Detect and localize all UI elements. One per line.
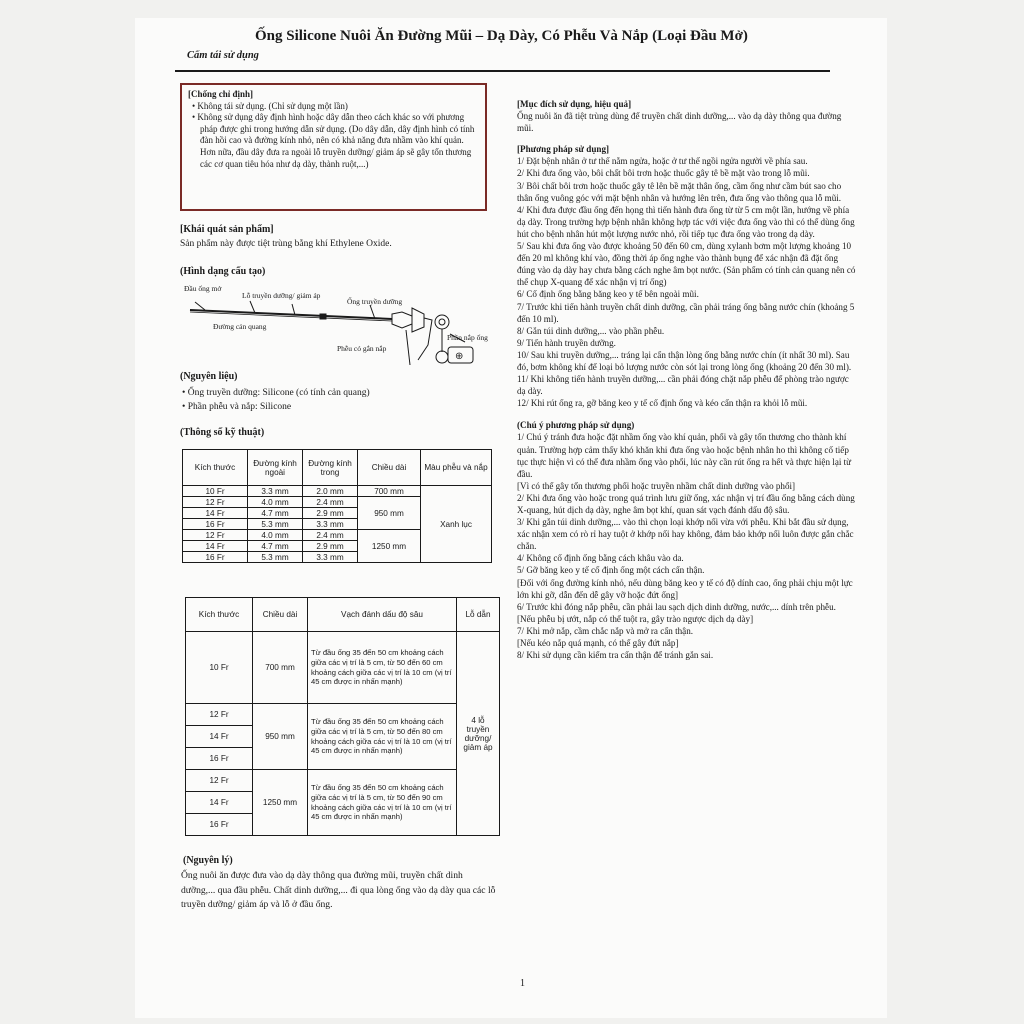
pointer-line <box>250 301 255 313</box>
method-step: 8/ Gắn túi dinh dưỡng,... vào phần phễu. <box>517 325 665 336</box>
structure-heading: (Hình dạng cấu tạo) <box>180 266 266 277</box>
page-title: Ống Silicone Nuôi Ăn Đường Mũi – Dạ Dày, Có Phễu Và Nắp (Loại Đầu Mở) <box>255 28 748 44</box>
contraindication-item: • Không sử dụng dây định hình hoặc dây dẫn theo cách khác so với phương pháp được ghi trong hướng dẫn sử dụng. (Do dây dẫn, dây định hình có tính đàn hồi cao và đường kính nhỏ, nên có khả năng đưa nhầm vào khí quản. Hơn nữa, đầu dây đưa ra ngoài lỗ truyền dưỡng/ giảm áp sẽ gây tổn thương các cơ quan tiêu hóa như dạ dày, thành ruột,...) <box>192 112 475 169</box>
method-step: 4/ Khi đưa được đầu ống đến họng thì tiến hành đưa ống từ từ 5 cm một lần, hướng về phía dạ dày. Trong trường hợp bệnh nhân không hợp tác với việc đưa ống vào thì có thể dùng ống hút cho bệnh nhân hút một lượng nước nhỏ, rồi tiếp tục đưa ống vào trong dạ dày. <box>517 204 855 239</box>
cell-size: 14 Fr <box>183 508 248 519</box>
method-heading: [Phương pháp sử dụng] <box>517 144 610 155</box>
caution-item: [Đối với ống đường kính nhỏ, nếu dùng băng keo y tế có độ dính cao, ống phải chịu một lực lớn khi gỡ, dẫn đến dễ gây vỡ hoặc đứt ống] <box>517 577 853 600</box>
reuse-warning-label: Cấm tái sử dụng <box>187 50 259 61</box>
page-number: 1 <box>520 978 525 989</box>
label-cap: Phần nắp ống <box>447 333 488 342</box>
table-row <box>186 770 500 792</box>
caution-item: 5/ Gỡ băng keo y tế cố định ống một cách cẩn thận. <box>517 565 705 576</box>
principle-heading: (Nguyên lý) <box>183 855 233 866</box>
cell-inner: 2.0 mm <box>303 486 358 497</box>
col-header: Chiều dài <box>358 450 421 486</box>
cell-length: 1250 mm <box>253 770 308 836</box>
cell-size: 14 Fr <box>186 792 253 814</box>
cap-ring-inner <box>439 319 445 325</box>
caution-item: 6/ Trước khi đóng nắp phễu, cần phải lau sạch dịch dinh dưỡng, nước,... dính trên phễu. <box>517 601 836 612</box>
cell-length: 1250 mm <box>358 530 421 563</box>
table-row <box>186 704 500 726</box>
principle-text: Ống nuôi ăn được đưa vào dạ dày thông qua đường mũi, truyền chất dinh dưỡng,... qua đầu phễu. Chất dinh dưỡng,... đi qua lòng ống vào dạ dày qua các lỗ truyền dưỡng/ giảm áp và lỗ ở đầu ống. <box>181 870 496 910</box>
cell-inner: 3.3 mm <box>303 552 358 563</box>
cell-length: 700 mm <box>253 632 308 704</box>
cell-outer: 4.7 mm <box>248 541 303 552</box>
method-step: 11/ Khi không tiến hành truyền dưỡng,... cần phải đóng chặt nắp phễu để phòng trào ngược dạ dày. <box>517 374 849 397</box>
material-item: • Ống truyền dưỡng: Silicone (có tính cản quang) <box>182 388 370 398</box>
cell-size: 10 Fr <box>186 632 253 704</box>
method-step: 10/ Sau khi truyền dưỡng,... tráng lại cẩn thận lòng ống bằng nước chín (ít nhất 30 ml). Sau đó, bơm không khí để loại bỏ lượng nước còn sót lại trong lòng ống (khoảng 20 đến 30 ml). <box>517 349 852 372</box>
caution-heading: (Chú ý phương pháp sử dụng) <box>517 420 635 431</box>
cap-strap-shape <box>418 318 432 360</box>
cell-size: 14 Fr <box>186 726 253 748</box>
method-step: 7/ Trước khi tiến hành truyền chất dinh dưỡng, cần phải tráng ống bằng nước chín (khoảng 5 đến 10 ml). <box>517 301 855 324</box>
cell-size: 12 Fr <box>186 704 253 726</box>
caution-item: 8/ Khi sử dụng cần kiểm tra cẩn thận để tránh gắn sai. <box>517 650 714 661</box>
cell-size: 10 Fr <box>183 486 248 497</box>
method-step: 3/ Bôi chất bôi trơn hoặc thuốc gây tê lên bề mặt thân ống, cầm ống như cầm bút sao cho thân ống vuông góc với mặt bệnh nhân và hướng lên trên, đưa ống vào thông qua lỗ mũi. <box>517 180 842 203</box>
cell-size: 12 Fr <box>183 530 248 541</box>
cap-ring-shape <box>435 315 449 329</box>
pointer-line <box>406 330 410 365</box>
col-header: Kích thước <box>186 598 253 632</box>
cell-outer: 4.0 mm <box>248 497 303 508</box>
table-header-row <box>186 598 500 632</box>
funnel-connector-shape <box>392 312 412 328</box>
cell-outer: 4.0 mm <box>248 530 303 541</box>
cap-plug-shape <box>436 351 448 363</box>
method-step: 9/ Tiến hành truyền dưỡng. <box>517 337 616 348</box>
col-header: Kích thước <box>183 450 248 486</box>
col-header: Vạch đánh dấu độ sâu <box>308 598 457 632</box>
cell-inner: 2.9 mm <box>303 541 358 552</box>
cell-holes: 4 lỗ truyền dưỡng/ giảm áp <box>457 632 500 836</box>
cap-symbol: ⊕ <box>455 351 464 362</box>
pointer-line <box>450 334 465 342</box>
caution-item: [Nếu phễu bị ướt, nắp có thể tuột ra, gây trào ngược dịch dạ dày] <box>517 613 754 624</box>
overview-text: Sản phẩm này được tiệt trùng bằng khí Ethylene Oxide. <box>180 239 392 249</box>
tube-shape <box>190 310 392 319</box>
spec-table-markings <box>185 597 500 836</box>
caution-item: 1/ Chú ý tránh đưa hoặc đặt nhầm ống vào khí quản, phổi và gây tổn thương cho thành khí quản. Trường hợp cảm thấy khó khăn khi đưa ống vào hoặc bệnh nhân ho thì không cố tiếp tục thực hiện vì có thể đưa nhầm ống vào phổi, lúc này cần rút ống ra hết và thực hiện lại từ đầu. <box>517 432 852 479</box>
cell-outer: 5.3 mm <box>248 552 303 563</box>
radiopaque-line-shape <box>190 312 392 321</box>
method-step: 1/ Đặt bệnh nhân ở tư thế nằm ngửa, hoặc ở tư thế ngồi ngửa người về phía sau. <box>517 156 808 167</box>
col-header: Chiều dài <box>253 598 308 632</box>
method-step: 6/ Cố định ống bằng băng keo y tế bên ngoài mũi. <box>517 289 699 300</box>
label-open-end: Đầu ống mở <box>184 284 222 293</box>
label-tube: Ống truyền dưỡng <box>347 297 403 306</box>
caution-item: 3/ Khi gắn túi dinh dưỡng,... vào thì chọn loại khớp nối vừa với phễu. Khi bắt đầu sử dụng, xác nhận xem có rò rỉ hay tuột ở khớp nối hay không, đảm bảo khớp nối luôn được gắn chắc chắn. <box>517 517 854 552</box>
col-header: Đường kính ngoài <box>248 450 303 486</box>
label-radiopaque-line: Đường cản quang <box>213 322 267 331</box>
cell-size: 12 Fr <box>186 770 253 792</box>
cell-size: 14 Fr <box>183 541 248 552</box>
col-header: Màu phễu và nắp <box>421 450 492 486</box>
cell-inner: 3.3 mm <box>303 519 358 530</box>
cell-length: 950 mm <box>253 704 308 770</box>
cell-length: 950 mm <box>358 497 421 530</box>
contraindication-box <box>180 83 487 211</box>
caution-item: 4/ Không cố định ống bằng cách khâu vào da. <box>517 553 684 564</box>
purpose-text: Ống nuôi ăn đã tiệt trùng dùng để truyền chất dinh dưỡng,... vào dạ dày thông qua đường mũi. <box>517 111 842 134</box>
caution-item: [Nếu kéo nắp quá mạnh, có thể gây đứt nắp] <box>517 638 679 649</box>
contraindication-heading: [Chống chỉ định] <box>188 89 254 99</box>
right-column <box>517 98 857 661</box>
col-header: Đường kính trong <box>303 450 358 486</box>
cell-size: 16 Fr <box>186 748 253 770</box>
method-step: 5/ Sau khi đưa ống vào được khoảng 50 đến 60 cm, dùng xylanh bơm một lượng khoảng 10 đến 20 ml không khí vào, đồng thời áp ống nghe vào thành bụng để xác nhận đã đặt ống đúng vào dạ dày hay chưa bằng cách nghe âm bọt nước. (Sản phẩm có tính cản quang nên có thể chụp X-quang để xác nhận vị trí ống) <box>517 241 856 288</box>
cell-marks: Từ đầu ống 35 đến 50 cm khoảng cách giữa các vị trí là 5 cm, từ 50 đến 90 cm khoảng cách giữa các vị trí là 10 cm (vị trí 45 cm được in nhấn mạnh) <box>308 770 457 836</box>
purpose-heading: [Mục đích sử dụng, hiệu quả] <box>517 99 632 109</box>
tube-diagram <box>180 290 505 375</box>
contraindication-item: • Không tái sử dụng. (Chỉ sử dụng một lần) <box>192 100 348 111</box>
funnel-shape <box>412 308 424 332</box>
caution-item: [Vì có thể gây tổn thương phổi hoặc truyền nhầm chất dinh dưỡng vào phổi] <box>517 480 796 491</box>
cell-outer: 4.7 mm <box>248 508 303 519</box>
cell-length: 700 mm <box>358 486 421 497</box>
cell-outer: 3.3 mm <box>248 486 303 497</box>
cell-size: 16 Fr <box>183 519 248 530</box>
tube-marker <box>320 314 326 319</box>
material-item: • Phần phễu và nắp: Silicone <box>182 402 292 412</box>
cell-size: 12 Fr <box>183 497 248 508</box>
table-row <box>183 486 492 497</box>
label-funnel: Phễu có gắn nắp <box>337 344 387 353</box>
method-step: 2/ Khi đưa ống vào, bôi chất bôi trơn hoặc thuốc gây tê bề mặt vào trong lỗ mũi. <box>517 168 810 179</box>
table-header-row <box>183 450 492 486</box>
label-feeding-hole: Lỗ truyền dưỡng/ giảm áp <box>242 291 321 300</box>
specs-heading: (Thông số kỹ thuật) <box>180 427 265 438</box>
cell-inner: 2.9 mm <box>303 508 358 519</box>
materials-heading: (Nguyên liệu) <box>180 371 238 382</box>
cell-inner: 2.4 mm <box>303 497 358 508</box>
pointer-line <box>370 305 375 319</box>
caution-item: 2/ Khi đưa ống vào hoặc trong quá trình lưu giữ ống, xác nhận vị trí đầu ống bằng cách dùng X-quang, hút dịch dạ dày, nghe âm bọt khí, quan sát vạch đánh dấu độ sâu. <box>517 492 855 515</box>
caution-item: 7/ Khi mở nắp, cầm chắc nắp và mở ra cẩn thận. <box>517 625 694 636</box>
spec-table-dimensions <box>182 449 492 563</box>
cell-size: 16 Fr <box>183 552 248 563</box>
table-row <box>186 632 500 704</box>
header-rule <box>175 70 830 72</box>
cell-inner: 2.4 mm <box>303 530 358 541</box>
pointer-line <box>195 302 205 310</box>
pointer-line <box>292 304 295 315</box>
cell-size: 16 Fr <box>186 814 253 836</box>
cell-outer: 5.3 mm <box>248 519 303 530</box>
method-step: 12/ Khi rút ống ra, gỡ băng keo y tế cố định ống và kéo cẩn thận ra khỏi lỗ mũi. <box>517 398 808 409</box>
overview-heading: [Khái quát sản phẩm] <box>180 224 274 235</box>
col-header: Lỗ dẫn <box>457 598 500 632</box>
cell-marks: Từ đầu ống 35 đến 50 cm khoảng cách giữa các vị trí là 5 cm, từ 50 đến 60 cm khoảng cách giữa các vị trí là 10 cm (vị trí 45 cm được in nhấn mạnh) <box>308 632 457 704</box>
cell-color: Xanh lục <box>421 486 492 563</box>
cell-marks: Từ đầu ống 35 đến 50 cm khoảng cách giữa các vị trí là 5 cm, từ 50 đến 80 cm khoảng cách giữa các vị trí là 10 cm (vị trí 45 cm được in nhấn mạnh) <box>308 704 457 770</box>
